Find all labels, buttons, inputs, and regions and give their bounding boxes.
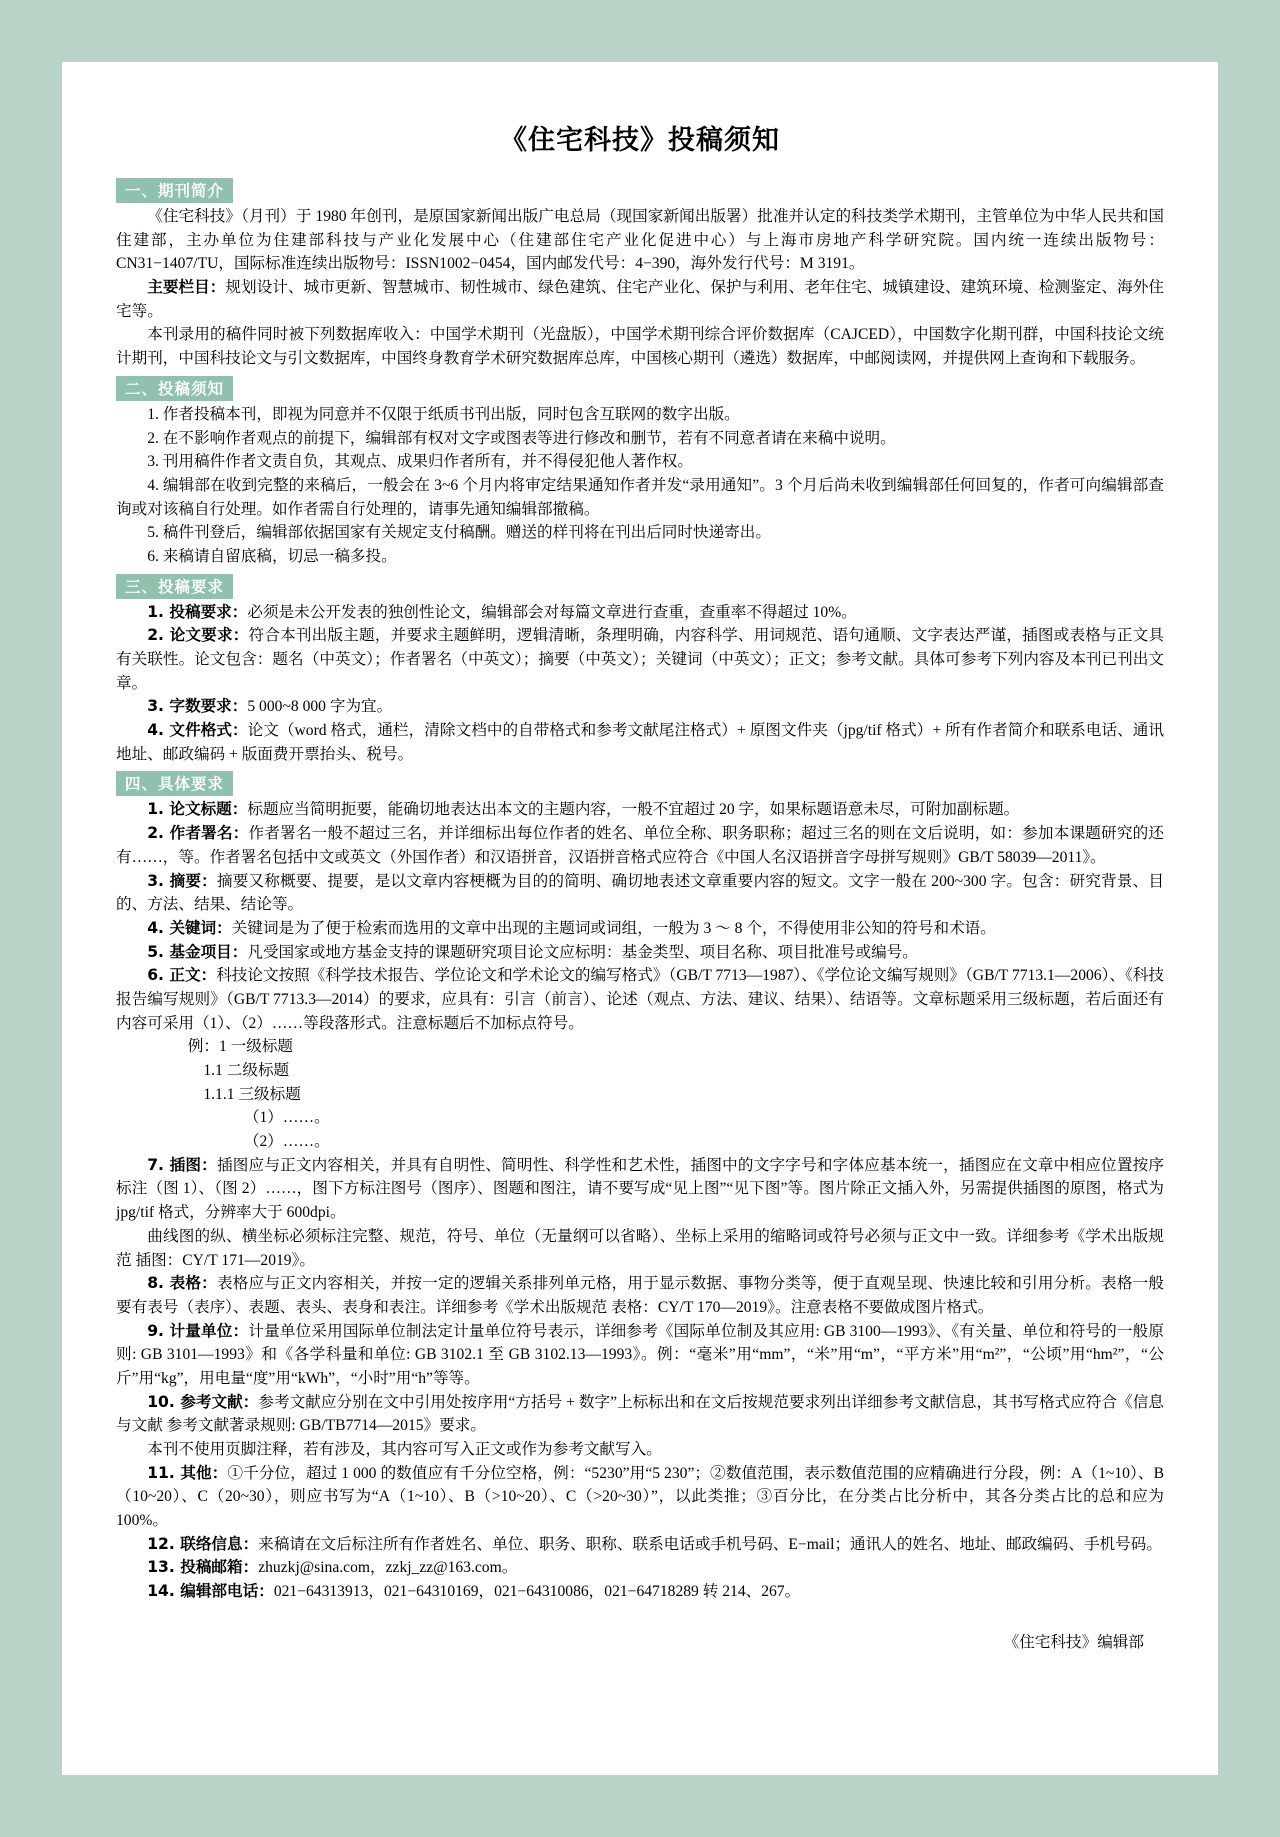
example-line-5: （2）……。 [243,1133,330,1151]
section-heading-4: 四、具体要求 [116,771,233,796]
document-page [62,62,1218,1775]
section-heading-1: 一、期刊简介 [116,178,233,203]
section-4-item-8: 8. 表格：表格应与正文内容相关，并按一定的逻辑关系排列单元格，用于显示数据、事物分类等，便于直观呈现、快速比较和引用分析。表格一般要有表号（表序）、表题、表头、表身和表注。详细参考《学术出版规范 表格：CY/T 170—2019》。注意表格不要做成图片格式。 [116,1274,1164,1316]
section-4-item-9: 9. 计量单位：计量单位采用国际单位制法定计量单位符号表示，详细参考《国际单位制及其应用: GB 3100—1993》、《有关量、单位和符号的一般原则: GB 3101—1993》和《各学科量和单位: GB 3102.1 至 GB 3102.13—1993》。例：“毫米”用“mm”，“米”用“m”，“平方米”用“m²”，“公顷”用“hm²”，“公斤”用“kg”，用电量“度”用“kWh”，“小时”用“h”等等。 [116,1321,1164,1387]
section-1-paragraph-2: 主要栏目：规划设计、城市更新、智慧城市、韧性城市、绿色建筑、住宅产业化、保护与利用、老年住宅、城镇建设、建筑环境、检测鉴定、海外住宅等。 [116,278,1164,320]
section-heading-1-wrap [116,175,1164,204]
section-2-item-5: 5. 稿件刊登后，编辑部依据国家有关规定支付稿酬。赠送的样刊将在刊出后同时快递寄出。 [147,524,771,542]
section-2-item-2: 2. 在不影响作者观点的前提下，编辑部有权对文字或图表等进行修改和删节，若有不同意者请在来稿中说明。 [147,429,896,447]
section-4-item-10-note: 本刊不使用页脚注释，若有涉及，其内容可写入正文或作为参考文献写入。 [147,1441,662,1458]
section-1-paragraph-1: 《住宅科技》（月刊）于 1980 年创刊，是原国家新闻出版广电总局（现国家新闻出版署）批准并认定的科技类学术期刊，主管单位为中华人民共和国住建部，主办单位为住建部科技与产业化发展中心（住建部住宅产业化促进中心）与上海市房地产科学研究院。国内统一连续出版物号：CN31−1407/TU，国际标准连续出版物号：ISSN1002−0454，国内邮发代号：4−390，海外发行代号：M 3191。 [116,208,1164,273]
section-4-item-12: 12. 联络信息：来稿请在文后标注所有作者姓名、单位、职务、职称、联系电话或手机号码、E−mail；通讯人的姓名、地址、邮政编码、手机号码。 [147,1534,1162,1553]
section-4-item-2: 2. 作者署名：作者署名一般不超过三名，并详细标出每位作者的姓名、单位全称、职务职称；超过三名的则在文后说明，如：参加本课题研究的还有……，等。作者署名包括中文或英文（外国作者）和汉语拼音，汉语拼音格式应符合《中国人名汉语拼音字母拼写规则》GB/T 58039—2011》。 [116,824,1164,866]
example-line-1: 例：1 一级标题 [187,1038,294,1056]
section-heading-2-wrap [116,373,1164,402]
section-4-item-4: 4. 关键词：关键词是为了便于检索而选用的文章中出现的主题词或词组，一般为 3 ～ 8 个，不得使用非公知的符号和术语。 [147,918,996,937]
section-4-item-7: 7. 插图：插图应与正文内容相关，并具有自明性、简明性、科学性和艺术性，插图中的文字字号和字体应基本统一，插图应在文章中相应位置按序标注（图 1）、（图 2）……，图下方标注图号（图序）、图题和图注，请不要写成“见上图”“见下图”等。图片除正文插入外，另需提供插图的原图，格式为 jpg/tif 格式，分辨率大于 600dpi。 [116,1155,1164,1222]
section-4-item-14: 14. 编辑部电话：021−64313913，021−64310169，021−64310086，021−64718289 转 214、267。 [147,1582,801,1601]
section-heading-3: 三、投稿要求 [116,574,233,599]
signature: 《住宅科技》编辑部 [1003,1633,1144,1651]
section-2-item-1: 1. 作者投稿本刊，即视为同意并不仅限于纸质书刊出版，同时包含互联网的数字出版。 [147,405,740,423]
example-line-4: （1）……。 [243,1109,330,1127]
section-2-item-6: 6. 来稿请自留底稿，切忌一稿多投。 [147,547,397,565]
section-heading-2: 二、投稿须知 [116,376,233,401]
section-4-item-1: 1. 论文标题：标题应当简明扼要，能确切地表达出本文的主题内容，一般不宜超过 20 字，如果标题语意未尽，可附加副标题。 [147,800,1020,819]
example-line-3: 1.1.1 三级标题 [203,1085,301,1103]
section-4-item-3: 3. 摘要：摘要又称概要、提要，是以文章内容梗概为目的的简明、确切地表述文章重要内容的短文。文字一般在 200~300 字。包含：研究背景、目的、方法、结果、结论等。 [116,871,1165,914]
section-heading-4-wrap [116,768,1164,797]
example-line-2: 1.1 二级标题 [203,1062,290,1079]
section-3-item-1: 1. 投稿要求：必须是未公开发表的独创性论文，编辑部会对每篇文章进行查重，查重率不得超过 10%。 [147,602,857,621]
section-1-paragraph-3: 本刊录用的稿件同时被下列数据库收入：中国学术期刊（光盘版），中国学术期刊综合评价数据库（CAJCED），中国数字化期刊群，中国科技论文统计期刊，中国科技论文与引文数据库，中国终身教育学术研究数据库总库，中国核心期刊（遴选）数据库，中邮阅读网，并提供网上查询和下载服务。 [116,326,1164,368]
section-4-item-13: 13. 投稿邮箱：zhuzkj@sina.com，zzkj_zz@163.com。 [147,1558,518,1577]
section-4-item-11: 11. 其他：①千分位，超过 1 000 的数值应有千分位空格，例：“5230”用“5 230”；②数值范围，表示数值范围的应精确进行分段，例：A（1~10）、B（10~20）、C（20~30），则应书写为“A（1~10）、B（>10~20）、C（>20~30）”，以此类推；③百分比，在分类占比分析中，其各分类占比的总和应为 100%。 [116,1463,1165,1530]
section-3-item-2: 2. 论文要求：符合本刊出版主题，并要求主题鲜明，逻辑清晰，条理明确，内容科学、用词规范、语句通顺、文字表达严谨，插图或表格与正文具有关联性。论文包含：题名（中英文）；作者署名（中英文）；摘要（中英文）；关键词（中英文）；正文；参考文献。具体可参考下列内容及本刊已刊出文章。 [116,626,1164,692]
section-4-item-6: 6. 正文：科技论文按照《科学技术报告、学位论文和学术论文的编写格式》（GB/T 7713—1987）、《学位论文编写规则》（GB/T 7713.1—2006）、《科技报告编写规则》（GB/T 7713.3—2014）的要求，应具有：引言（前言）、论述（观点、方法、建议、结果）、结语等。文章标题采用三级标题，若后面还有内容可采用（1）、（2）……等段落形式。注意标题后不加标点符号。 [116,966,1164,1032]
section-heading-3-wrap [116,571,1164,600]
section-4-item-10: 10. 参考文献：参考文献应分别在文中引用处按序用“方括号 + 数字”上标标出和在文后按规范要求列出详细参考文献信息，其书写格式应符合《信息与文献 参考文献著录规则: GB/TB7714—2015》要求。 [116,1392,1164,1435]
section-3-item-4: 4. 文件格式：论文（word 格式，通栏，清除文档中的自带格式和参考文献尾注格式）+ 原图文件夹（jpg/tif 格式）+ 所有作者简介和联系电话、通讯地址、邮政编码 + 版面费开票抬头、税号。 [116,721,1165,763]
section-4-item-7-note: 曲线图的纵、横坐标必须标注完整、规范，符号、单位（无量纲可以省略）、坐标上采用的缩略词或符号必须与正文中一致。详细参考《学术出版规范 插图：CY/T 171—2019》。 [116,1227,1164,1269]
section-4-item-5: 5. 基金项目：凡受国家或地方基金支持的课题研究项目论文应标明：基金类型、项目名称、项目批准号或编号。 [147,942,918,961]
section-2-item-3: 3. 刊用稿件作者文责自负，其观点、成果归作者所有，并不得侵犯他人著作权。 [147,453,693,471]
page-title: 《住宅科技》投稿须知 [500,125,780,156]
section-3-item-3: 3. 字数要求：5 000~8 000 字为宜。 [147,697,393,716]
section-2-item-4: 4. 编辑部在收到完整的来稿后，一般会在 3~6 个月内将审定结果通知作者并发“录用通知”。3 个月后尚未收到编辑部任何回复的，作者可向编辑部查询或对该稿自行处理。如作者需自行处理的，请事先通知编辑部撤稿。 [116,476,1164,518]
